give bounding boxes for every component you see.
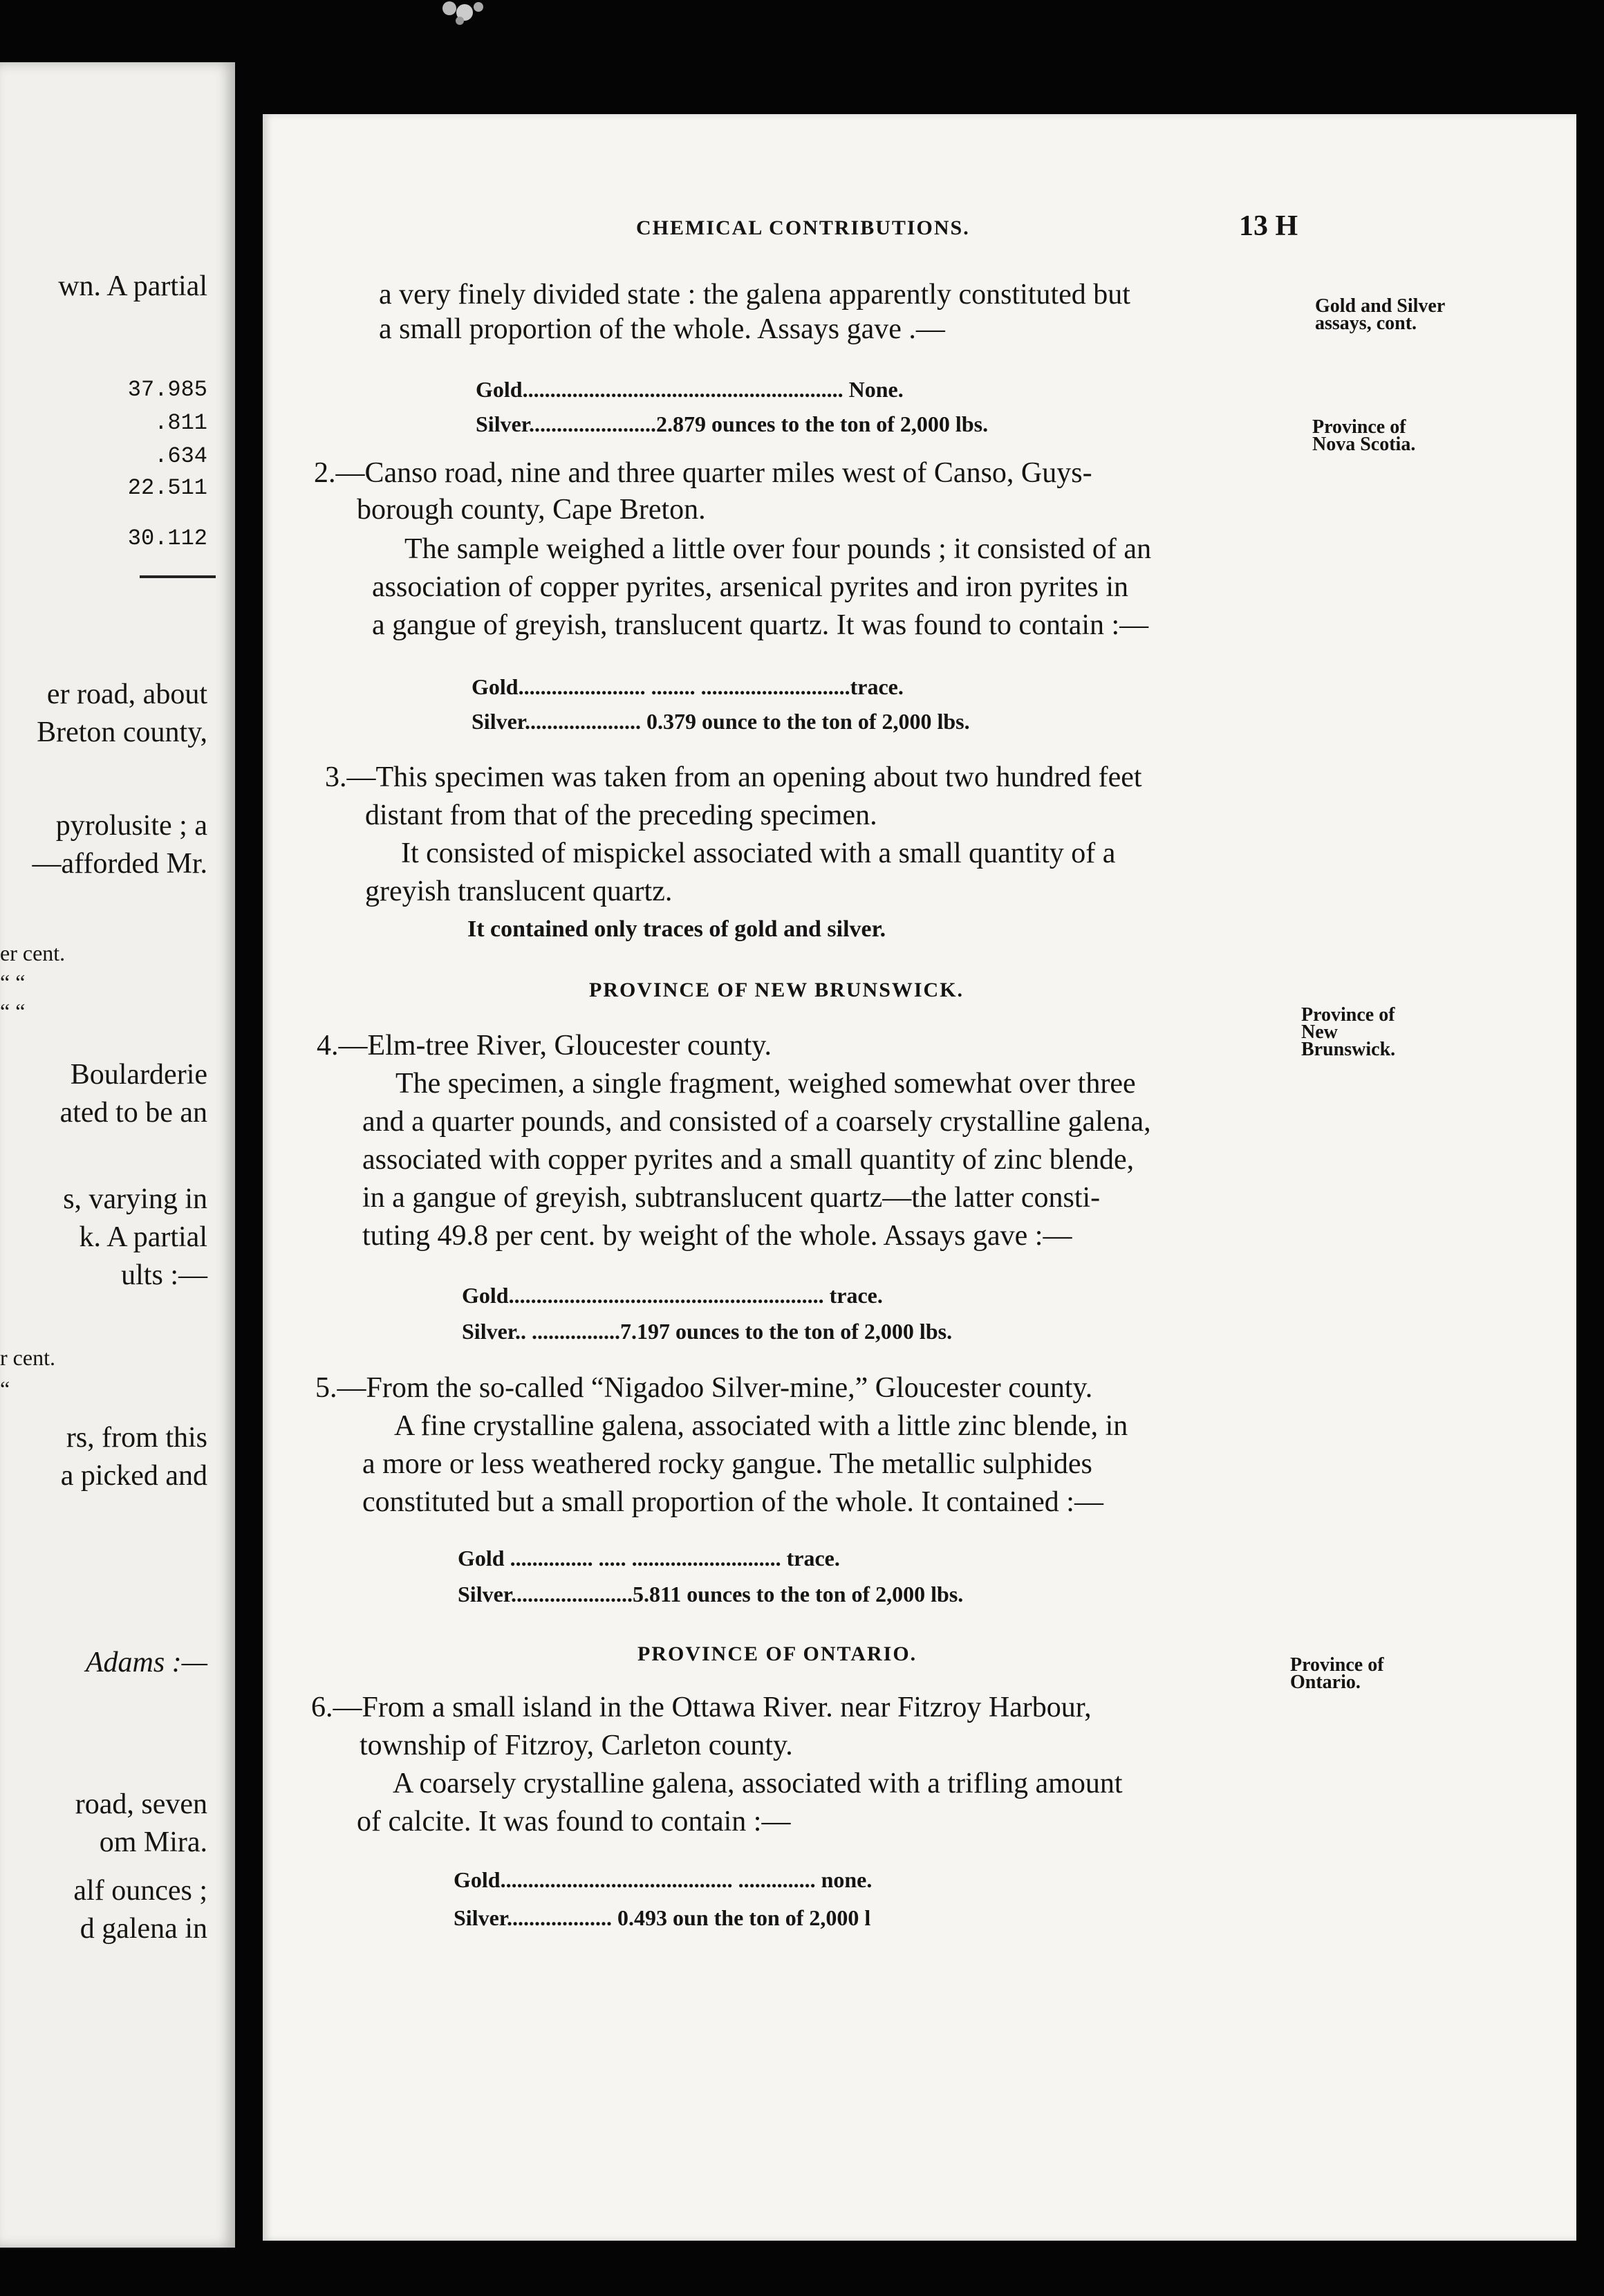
assay-gold: Gold....................... ........ ...........................trace. xyxy=(472,674,904,699)
left-line: Breton county, xyxy=(37,716,207,748)
left-line: ults :— xyxy=(121,1259,207,1291)
body-line: A fine crystalline galena, associated with a little zinc blende, in xyxy=(394,1410,1128,1442)
body-line: associated with copper pyrites and a small quantity of zinc blende, xyxy=(362,1144,1135,1176)
trace-note: It contained only traces of gold and silver. xyxy=(467,916,886,942)
left-figure: 37.985 xyxy=(127,377,207,402)
left-page xyxy=(0,62,235,2248)
body-line: 4.—Elm-tree River, Gloucester county. xyxy=(317,1030,772,1062)
left-line: er cent. xyxy=(0,941,66,965)
left-line: s, varying in xyxy=(63,1183,207,1215)
left-line: alf ounces ; xyxy=(73,1875,207,1907)
left-line: wn. A partial xyxy=(58,270,207,302)
body-line: 3.—This specimen was taken from an opening about two hundred feet xyxy=(325,761,1142,793)
left-line: “ xyxy=(0,1376,10,1401)
body-line: and a quarter pounds, and consisted of a coarsely crystalline galena, xyxy=(362,1106,1151,1138)
margin-note-gold-silver: Gold and Silver assays, cont. xyxy=(1315,295,1446,334)
left-figure: .811 xyxy=(154,410,207,436)
scan-speck xyxy=(429,0,505,28)
assay-gold: Gold.......................................................... None. xyxy=(476,377,904,402)
left-line: road, seven xyxy=(75,1788,207,1820)
left-line: “ “ xyxy=(0,999,26,1024)
assay-silver: Silver.......................2.879 ounces to the ton of 2,000 lbs. xyxy=(476,411,989,436)
body-line: a small proportion of the whole. Assays gave .— xyxy=(379,313,945,345)
left-line: r cent. xyxy=(0,1345,55,1370)
assay-silver: Silver......................5.811 ounces to the ton of 2,000 lbs. xyxy=(458,1582,964,1607)
margin-note-nova-scotia: Province of Nova Scotia. xyxy=(1312,416,1416,455)
right-page xyxy=(263,114,1576,2241)
left-line: a picked and xyxy=(60,1460,207,1492)
body-line: The sample weighed a little over four pounds ; it consisted of an xyxy=(404,533,1152,565)
left-line: er road, about xyxy=(46,678,207,710)
body-line: a more or less weathered rocky gangue. The metallic sulphides xyxy=(362,1448,1092,1480)
assay-silver: Silver..................... 0.379 ounce to the ton of 2,000 lbs. xyxy=(472,709,970,734)
body-line: a very finely divided state : the galena apparently constituted but xyxy=(379,279,1130,311)
assay-silver: Silver.. ................7.197 ounces to the ton of 2,000 lbs. xyxy=(462,1319,953,1344)
left-line: rs, from this xyxy=(66,1422,207,1454)
section-heading: PROVINCE OF NEW BRUNSWICK. xyxy=(589,979,964,1001)
body-line: township of Fitzroy, Carleton county. xyxy=(360,1730,793,1761)
assay-gold: Gold.......................................... .............. none. xyxy=(454,1867,873,1892)
body-line: a gangue of greyish, translucent quartz. It was found to contain :— xyxy=(372,609,1149,641)
page-number: 13 H xyxy=(1239,210,1298,242)
left-line: —afforded Mr. xyxy=(32,848,207,880)
body-line: tuting 49.8 per cent. by weight of the whole. Assays gave :— xyxy=(362,1220,1072,1252)
margin-note-new-brunswick: Province of New Brunswick. xyxy=(1301,1004,1396,1060)
body-line: in a gangue of greyish, subtranslucent quartz—the latter consti- xyxy=(362,1182,1101,1214)
left-line: Boularderie xyxy=(70,1059,207,1091)
left-line: Adams :— xyxy=(85,1647,207,1678)
body-line: A coarsely crystalline galena, associated with a trifling amount xyxy=(393,1768,1123,1799)
assay-gold: Gold......................................................... trace. xyxy=(462,1283,883,1308)
body-line: 5.—From the so-called “Nigadoo Silver-mine,” Gloucester county. xyxy=(315,1372,1093,1404)
left-figure: 22.511 xyxy=(127,475,207,501)
body-line: association of copper pyrites, arsenical pyrites and iron pyrites in xyxy=(372,571,1129,603)
assay-silver: Silver................... 0.493 oun the ton of 2,000 l xyxy=(454,1905,871,1930)
section-heading: PROVINCE OF ONTARIO. xyxy=(637,1642,917,1665)
margin-note-ontario: Province of Ontario. xyxy=(1290,1654,1384,1693)
sum-rule xyxy=(140,575,216,578)
body-line: of calcite. It was found to contain :— xyxy=(357,1806,791,1837)
body-line: constituted but a small proportion of the whole. It contained :— xyxy=(362,1486,1103,1518)
left-line: “ “ xyxy=(0,970,26,994)
running-header: CHEMICAL CONTRIBUTIONS. xyxy=(636,216,970,239)
body-line: The specimen, a single fragment, weighed somewhat over three xyxy=(395,1068,1136,1100)
left-line: om Mira. xyxy=(99,1826,207,1858)
assay-gold: Gold ............... ..... ........................... trace. xyxy=(458,1546,840,1571)
body-line: It consisted of mispickel associated with a small quantity of a xyxy=(401,837,1116,869)
left-figure: .634 xyxy=(154,443,207,469)
left-line: k. A partial xyxy=(79,1221,207,1253)
body-line: borough county, Cape Breton. xyxy=(357,494,706,526)
left-line: pyrolusite ; a xyxy=(55,810,207,842)
body-line: 6.—From a small island in the Ottawa River. near Fitzroy Harbour, xyxy=(311,1692,1092,1723)
body-line: greyish translucent quartz. xyxy=(365,876,673,907)
body-line: distant from that of the preceding specimen. xyxy=(365,799,877,831)
body-line: 2.—Canso road, nine and three quarter miles west of Canso, Guys- xyxy=(314,457,1092,489)
left-line: d galena in xyxy=(80,1913,207,1945)
left-line: ated to be an xyxy=(59,1097,207,1129)
left-figure: 30.112 xyxy=(127,526,207,551)
